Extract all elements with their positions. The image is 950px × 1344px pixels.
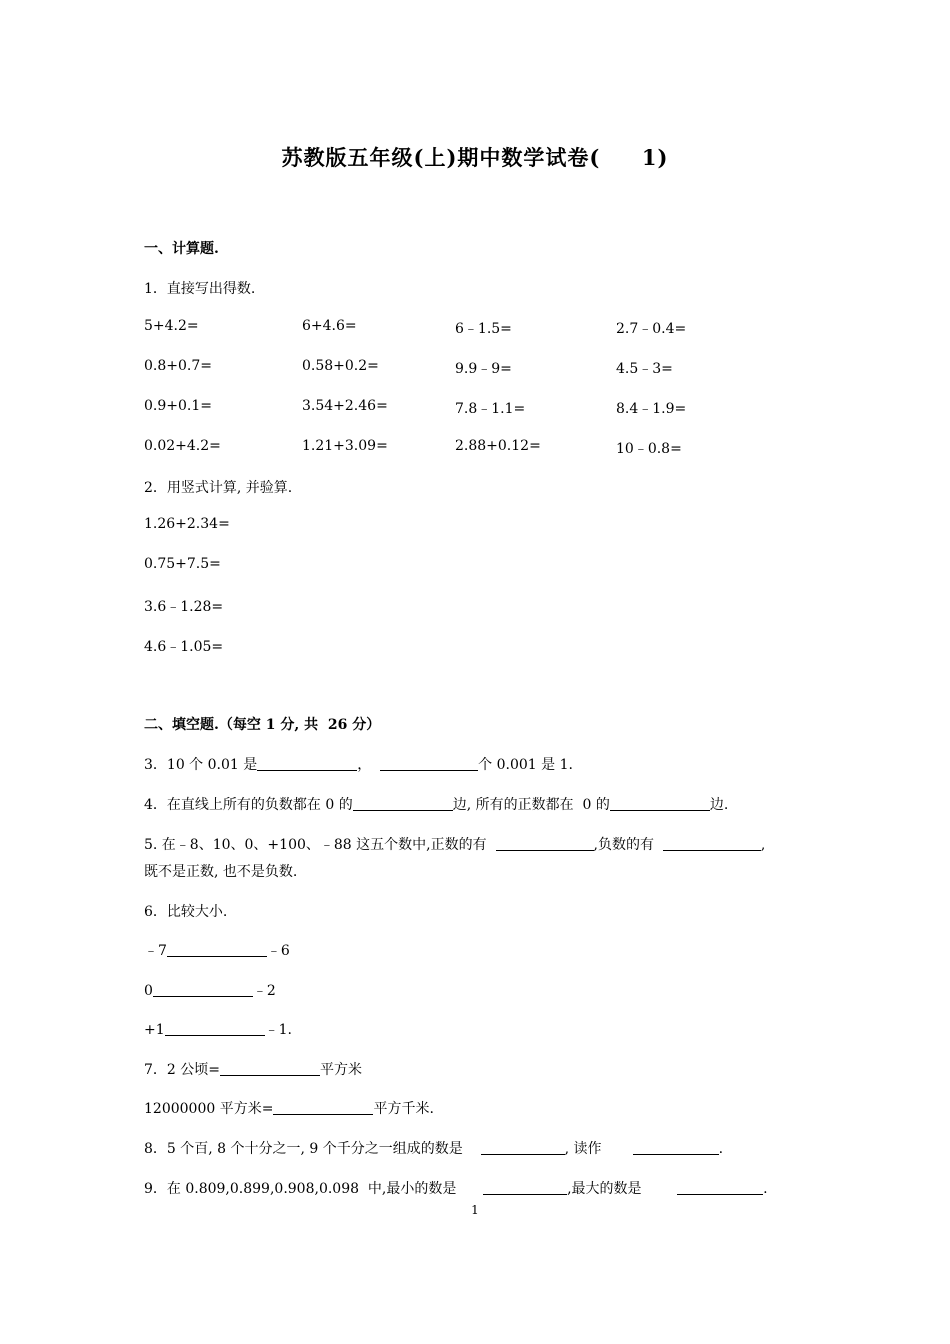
answer-blank[interactable] — [220, 1061, 320, 1076]
q8-text: . — [718, 1141, 724, 1157]
q8-text: , 读作 — [564, 1141, 602, 1157]
q6-text: ﹣1. — [264, 1022, 292, 1038]
q1-cell: 5+4.2= — [144, 318, 199, 334]
q9-line — [144, 1178, 768, 1198]
q5-text: 5. 在﹣8、10、0、+100、﹣88 这五个数中,正数的有 — [144, 837, 487, 853]
answer-blank[interactable] — [273, 1100, 373, 1115]
q6-text: 0 — [144, 983, 153, 999]
q1-cell: 8.4﹣1.9= — [616, 401, 687, 417]
q1-cell: 1.21+3.09= — [302, 438, 388, 454]
q1-cell: 0.02+4.2= — [144, 438, 221, 454]
q3-text: 个 0.001 是 1. — [478, 757, 573, 773]
answer-blank[interactable] — [165, 1021, 265, 1036]
q3-text: ， — [357, 757, 372, 773]
q6-text: ﹣2 — [252, 983, 276, 999]
q1-cell: 2.88+0.12= — [455, 438, 541, 454]
q7-text: 7．2 公顷= — [144, 1062, 220, 1078]
q3-line — [144, 754, 573, 774]
q1-cell: 0.9+0.1= — [144, 398, 212, 414]
q8-text: 8．5 个百, 8 个十分之一, 9 个千分之一组成的数是 — [144, 1141, 463, 1157]
q6-label: 6．比较大小. — [144, 904, 228, 920]
q7-text: 平方千米. — [373, 1101, 434, 1117]
q9-text: . — [763, 1181, 768, 1197]
q1-cell: 0.58+0.2= — [302, 358, 379, 374]
q7-line — [144, 1059, 362, 1079]
q4-text: 边. — [709, 797, 729, 813]
q2-item: 3.6﹣1.28= — [144, 599, 224, 615]
q2-label: 2．用竖式计算, 并验算. — [144, 480, 293, 496]
q1-cell: 4.5﹣3= — [616, 361, 673, 377]
answer-blank[interactable] — [481, 1140, 565, 1155]
q6-row — [144, 1019, 292, 1039]
q2-item: 4.6﹣1.05= — [144, 639, 224, 655]
q4-line — [144, 794, 728, 814]
q6-text: +1 — [144, 1022, 165, 1038]
q1-cell: 6+4.6= — [302, 318, 357, 334]
q6-row — [144, 980, 276, 1000]
q3-text: 3．10 个 0.01 是 — [144, 757, 258, 773]
q1-cell: 10﹣0.8= — [616, 441, 682, 457]
answer-blank[interactable] — [677, 1180, 763, 1195]
q1-cell: 6﹣1.5= — [455, 321, 512, 337]
answer-blank[interactable] — [483, 1180, 567, 1195]
q5-line-2: 既不是正数, 也不是负数. — [144, 864, 298, 880]
answer-blank[interactable] — [257, 756, 357, 771]
q7-text: 12000000 平方米= — [144, 1101, 274, 1117]
q1-cell: 3.54+2.46= — [302, 398, 388, 414]
q8-line — [144, 1138, 723, 1158]
q9-text: 9．在 0.809,0.899,0.908,0.098 中,最小的数是 — [144, 1181, 457, 1197]
q5-line — [144, 834, 765, 854]
q1-cell: 0.8+0.7= — [144, 358, 212, 374]
q1-cell: 9.9﹣9= — [455, 361, 512, 377]
q2-item: 0.75+7.5= — [144, 556, 221, 572]
answer-blank[interactable] — [380, 756, 478, 771]
q1-cell: 7.8﹣1.1= — [455, 401, 526, 417]
q5-text: , — [760, 837, 766, 853]
q1-cell: 2.7﹣0.4= — [616, 321, 687, 337]
answer-blank[interactable] — [496, 836, 594, 851]
q7-text: 平方米 — [320, 1062, 362, 1078]
page-number: 1 — [471, 1203, 479, 1217]
answer-blank[interactable] — [663, 836, 761, 851]
q7-line-2 — [144, 1098, 434, 1118]
q1-label: 1．直接写出得数. — [144, 281, 256, 297]
q4-text: 边, 所有的正数都在 0 的 — [452, 797, 610, 813]
q2-item: 1.26+2.34= — [144, 516, 230, 532]
q6-text: ﹣7 — [144, 943, 167, 959]
answer-blank[interactable] — [610, 796, 710, 811]
q9-text: ,最大的数是 — [567, 1181, 642, 1197]
section-2-heading: 二、填空题.（每空 1 分, 共 26 分） — [144, 717, 381, 733]
answer-blank[interactable] — [153, 982, 253, 997]
answer-blank[interactable] — [167, 942, 267, 957]
q4-text: 4．在直线上所有的负数都在 0 的 — [144, 797, 353, 813]
page-title: 苏教版五年级(上)期中数学试卷( 1) — [281, 145, 669, 170]
answer-blank[interactable] — [633, 1140, 719, 1155]
q5-text: ,负数的有 — [593, 837, 654, 853]
q6-row — [144, 940, 290, 960]
answer-blank[interactable] — [353, 796, 453, 811]
section-1-heading: 一、计算题. — [144, 241, 219, 257]
q6-text: ﹣6 — [266, 943, 290, 959]
